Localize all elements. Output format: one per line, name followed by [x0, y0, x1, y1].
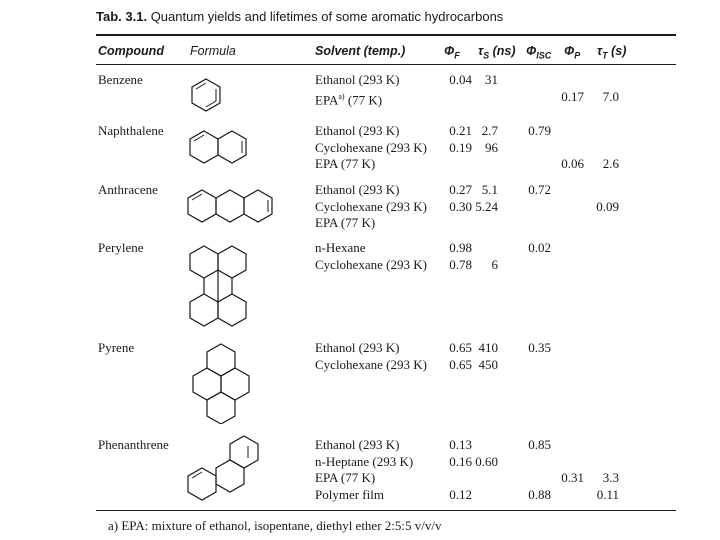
solvent-name: EPA — [315, 91, 339, 107]
table-title: Quantum yields and lifetimes of some aromatic hydrocarbons — [150, 9, 504, 24]
bottom-rule — [96, 510, 676, 511]
tau-s-cell: 2.7 — [481, 123, 498, 138]
phi-f-cell: 0.98 — [449, 240, 472, 255]
tau-t-cell: 3.3 — [602, 470, 619, 485]
tau-t-cell: 0.11 — [596, 486, 619, 502]
pyrene-structure-icon — [186, 340, 256, 424]
phi-isc-cell: 0.79 — [528, 123, 551, 138]
solvent-cell — [315, 89, 382, 108]
solvent-cell: Cyclohexane (293 K) — [315, 139, 427, 155]
tau-s-cell: 6 — [491, 256, 498, 272]
solvent-cell: Ethanol (293 K) — [315, 182, 400, 197]
naphthalene-structure-icon — [186, 127, 250, 167]
phi-f-cell: 0.19 — [449, 139, 472, 155]
table-caption — [96, 9, 503, 24]
solvent-cell: n-Hexane — [315, 240, 366, 255]
anthracene-structure-icon — [186, 186, 278, 226]
phi-isc-cell: 0.02 — [528, 240, 551, 255]
solvent-cell: Cyclohexane (293 K) — [315, 256, 427, 272]
header-formula: Formula — [190, 44, 236, 58]
phi-p-cell: 0.06 — [561, 156, 584, 171]
tau-s-cell: 31 — [485, 72, 498, 87]
header-tau-s: $\tau_S$ (ns) — [478, 44, 516, 61]
solvent-temperature: (77 K) — [344, 91, 383, 107]
top-rule — [96, 34, 676, 36]
tau-s-cell: 5.24 — [475, 198, 498, 214]
header-phi-f: $\Phi_F$ — [444, 44, 460, 61]
solvent-cell: n-Heptane (293 K) — [315, 453, 414, 469]
phi-f-cell: 0.30 — [449, 198, 472, 214]
solvent-cell: Ethanol (293 K) — [315, 340, 400, 355]
tau-s-cell: 410 — [478, 340, 498, 355]
tau-s-cell: 0.60 — [475, 453, 498, 469]
perylene-structure-icon — [186, 242, 256, 334]
table-number: Tab. 3.1. — [96, 9, 148, 24]
header-solvent: Solvent (temp.) — [315, 44, 406, 58]
phenanthrene-structure-icon — [186, 432, 262, 502]
phi-f-cell: 0.65 — [449, 356, 472, 372]
solvent-cell: Ethanol (293 K) — [315, 123, 400, 138]
compound-name: Perylene — [98, 240, 144, 255]
solvent-cell: Polymer film — [315, 486, 384, 502]
phi-isc-cell: 0.72 — [528, 182, 551, 197]
phi-f-cell: 0.04 — [449, 72, 472, 87]
phi-f-cell: 0.27 — [449, 182, 472, 197]
tau-t-cell: 0.09 — [596, 198, 619, 214]
footnote-marker: a) — [338, 91, 345, 101]
phi-isc-cell: 0.88 — [528, 486, 551, 502]
phi-isc-cell: 0.85 — [528, 437, 551, 452]
phi-isc-cell: 0.35 — [528, 340, 551, 355]
compound-name: Anthracene — [98, 182, 158, 197]
solvent-cell: EPA (77 K) — [315, 215, 376, 230]
solvent-cell: EPA (77 K) — [315, 156, 376, 171]
benzene-structure-icon — [186, 76, 226, 116]
compound-name: Benzene — [98, 72, 143, 87]
tau-s-cell: 96 — [485, 139, 498, 155]
compound-name: Pyrene — [98, 340, 135, 355]
tau-s-cell: 5.1 — [481, 182, 498, 197]
solvent-cell: Cyclohexane (293 K) — [315, 198, 427, 214]
solvent-cell: Ethanol (293 K) — [315, 72, 400, 87]
header-phi-p: $\Phi_P$ — [564, 44, 581, 61]
phi-f-cell: 0.21 — [449, 123, 472, 138]
tau-t-cell: 7.0 — [602, 88, 619, 104]
tau-s-cell: 450 — [478, 356, 498, 372]
solvent-cell: Ethanol (293 K) — [315, 437, 400, 452]
phi-f-cell: 0.16 — [449, 453, 472, 469]
tau-t-cell: 2.6 — [602, 156, 619, 171]
compound-name: Phenanthrene — [98, 437, 169, 452]
header-tau-t: $\tau_T$ (s) — [597, 44, 627, 61]
phi-f-cell: 0.65 — [449, 340, 472, 355]
header-rule — [96, 64, 676, 65]
phi-p-cell: 0.17 — [561, 88, 584, 104]
phi-f-cell: 0.13 — [449, 437, 472, 452]
solvent-cell: EPA (77 K) — [315, 470, 376, 485]
solvent-cell: Cyclohexane (293 K) — [315, 356, 427, 372]
header-phi-isc: $\Phi_{ISC}$ — [526, 44, 552, 61]
phi-f-cell: 0.78 — [449, 256, 472, 272]
phi-p-cell: 0.31 — [561, 470, 584, 485]
compound-name: Naphthalene — [98, 123, 164, 138]
footnote: a) EPA: mixture of ethanol, isopentane, diethyl ether 2:5:5 v/v/v — [108, 518, 442, 533]
header-compound: Compound — [98, 44, 164, 58]
phi-f-cell: 0.12 — [449, 486, 472, 502]
